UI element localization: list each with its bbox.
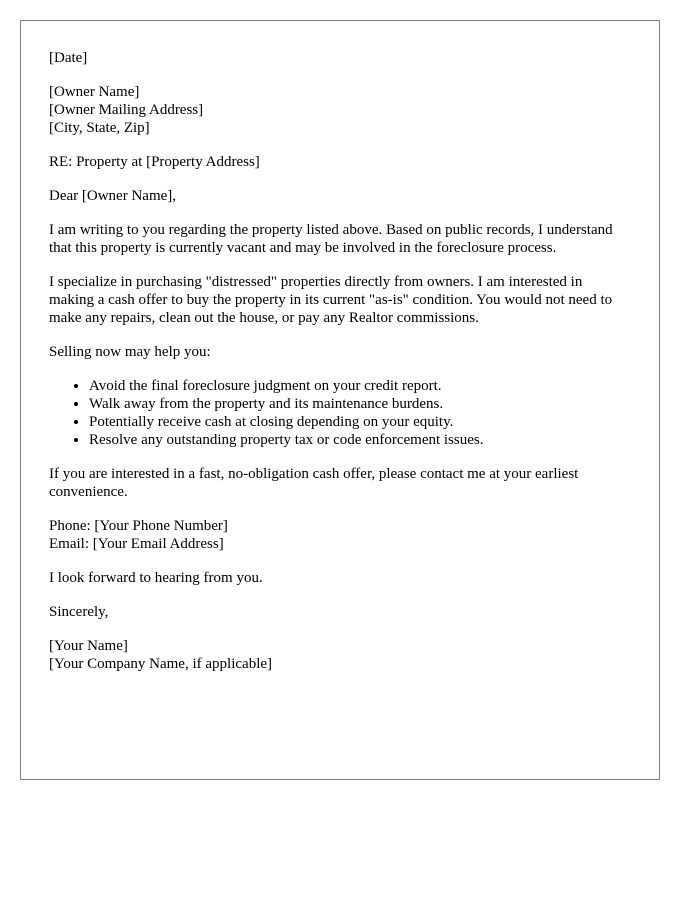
contact-block bbox=[49, 517, 629, 553]
bullets-intro: Selling now may help you: bbox=[49, 344, 211, 360]
salutation: Dear [Owner Name], bbox=[49, 188, 177, 204]
letter-page bbox=[20, 20, 660, 780]
contact-email: Email: [Your Email Address] bbox=[49, 536, 224, 552]
re-line-block bbox=[49, 153, 629, 171]
closing-line-block bbox=[49, 569, 629, 587]
sign-off: Sincerely, bbox=[49, 604, 109, 620]
recipient-city-state-zip: [City, State, Zip] bbox=[49, 120, 150, 136]
recipient-mailing-address: [Owner Mailing Address] bbox=[49, 102, 204, 118]
list-item: • Resolve any outstanding property tax or code enforcement issues. bbox=[89, 431, 629, 449]
paragraph-intro: I am writing to you regarding the property listed above. Based on public records, I understand that this property is currently vacant and may be involved in the foreclosure process. bbox=[49, 222, 613, 256]
paragraph-contact-request: If you are interested in a fast, no-obligation cash offer, please contact me at your earliest convenience. bbox=[49, 466, 579, 500]
signature-block bbox=[49, 637, 629, 673]
list-item: • Potentially receive cash at closing depending on your equity. bbox=[89, 413, 629, 431]
bullets-intro-block bbox=[49, 343, 629, 361]
recipient-name: [Owner Name] bbox=[49, 84, 140, 100]
benefits-list bbox=[49, 377, 629, 449]
paragraph-offer: I specialize in purchasing "distressed" properties directly from owners. I am interested in making a cash offer to buy the property in its current "as-is" condition. You would not need to make any repairs, clean out the house, or pay any Realtor commissions. bbox=[49, 274, 613, 326]
closing-line: I look forward to hearing from you. bbox=[49, 570, 263, 586]
signature-name: [Your Name] bbox=[49, 638, 128, 654]
re-line: RE: Property at [Property Address] bbox=[49, 154, 260, 170]
contact-phone: Phone: [Your Phone Number] bbox=[49, 518, 228, 534]
signature-company: [Your Company Name, if applicable] bbox=[49, 656, 273, 672]
list-item: • Avoid the final foreclosure judgment on your credit report. bbox=[89, 377, 629, 395]
recipient-address-block bbox=[49, 83, 629, 137]
list-item: • Walk away from the property and its maintenance burdens. bbox=[89, 395, 629, 413]
letter-body bbox=[49, 49, 629, 689]
date-block bbox=[49, 49, 629, 67]
salutation-block bbox=[49, 187, 629, 205]
sign-off-block bbox=[49, 603, 629, 621]
letter-date: [Date] bbox=[49, 50, 88, 66]
